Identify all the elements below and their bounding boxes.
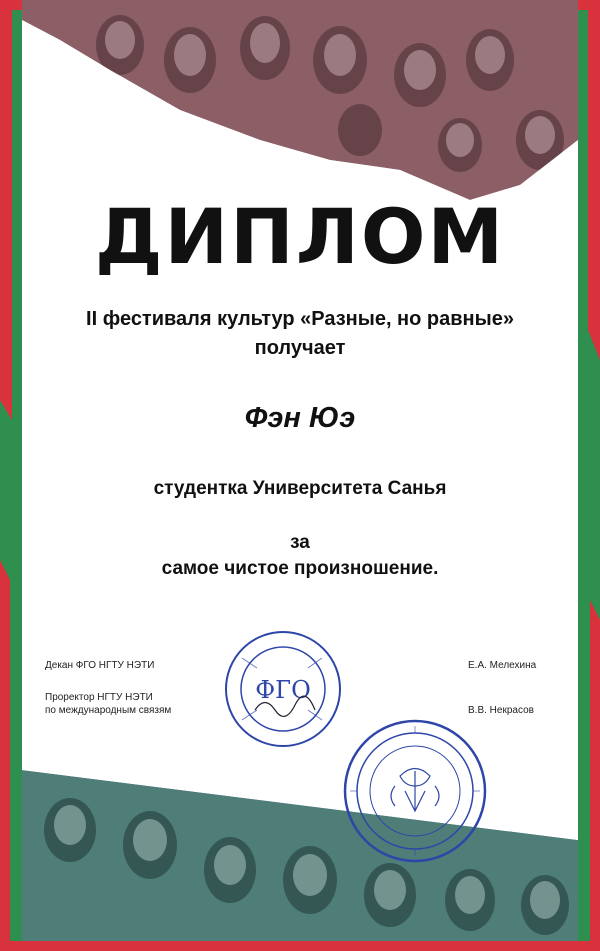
prorector-title-line2: по международным связям bbox=[45, 705, 172, 716]
award-reason: самое чистое произношение. bbox=[161, 558, 439, 579]
recipient-affiliation: студентка Университета Санья bbox=[153, 478, 447, 499]
dean-title: Декан ФГО НГТУ НЭТИ bbox=[45, 660, 155, 671]
official-seal bbox=[340, 716, 490, 866]
dean-name: Е.А. Мелехина bbox=[468, 660, 537, 671]
for-label: за bbox=[290, 532, 310, 553]
festival-line: II фестиваля культур «Разные, но равные» bbox=[86, 308, 514, 330]
receives-line: получает bbox=[254, 337, 346, 359]
diploma-title: ДИПЛОМ bbox=[94, 192, 506, 281]
faculty-stamp bbox=[222, 628, 344, 750]
faculty-stamp-text: ФГО bbox=[255, 676, 311, 704]
signature-scribble bbox=[250, 690, 320, 720]
prorector-name: В.В. Некрасов bbox=[468, 705, 534, 716]
recipient-name: Фэн Юэ bbox=[244, 402, 356, 434]
prorector-title-line1: Проректор НГТУ НЭТИ bbox=[45, 692, 153, 703]
